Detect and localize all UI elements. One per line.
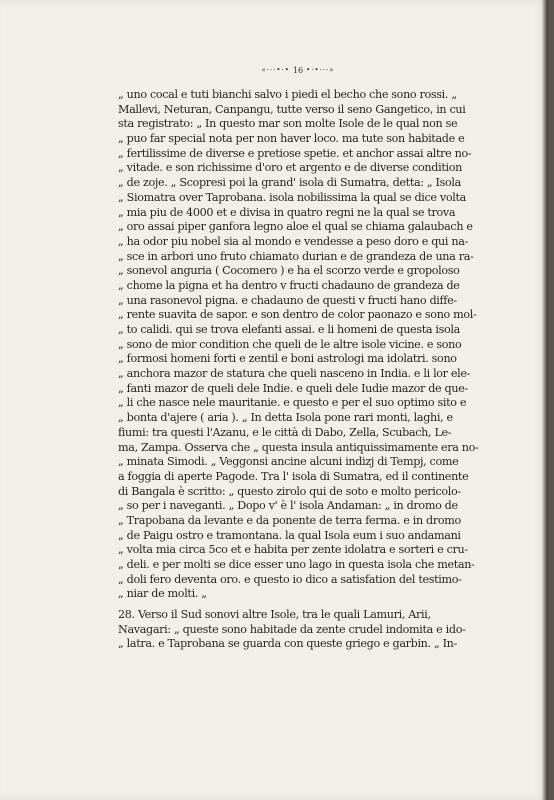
text-line: „ una rasonevol pigna. e chadauno de questi v fructi hano diffe- xyxy=(118,293,457,307)
text-line: „ uno cocal e tuti bianchi salvo i piedi el becho che sono rossi. „ xyxy=(118,88,457,101)
text-line: „ rente suavita de sapor. e son dentro de color paonazo e sono mol- xyxy=(118,308,477,322)
text-line: Mallevi, Neturan, Canpangu, tutte verso il seno Gangetico, in cui xyxy=(118,102,466,116)
text-line: sta registrato: „ In questo mar son molte Isole de le qual non se xyxy=(118,117,458,131)
text-line: di Bangala è scritto: „ questo zirolo qui de soto e molto pericolo- xyxy=(118,484,461,498)
body-text xyxy=(118,88,486,652)
text-line: „ deli. e per molti se dice esser uno lago in questa isola che metan- xyxy=(118,558,475,571)
text-line: „ sce in arbori uno fruto chiamato durian e de grandeza de una ra- xyxy=(118,249,474,263)
text-line: „ fertilissime de diverse e pretiose spetie. et anchor assai altre no- xyxy=(118,146,472,160)
text-line: „ sono de mior condition che queli de le altre isole vicine. e sono xyxy=(118,337,462,351)
text-line: „ ha odor piu nobel sia al mondo e vendesse a peso doro e qui na- xyxy=(118,234,468,248)
running-header xyxy=(258,62,338,78)
text-line: „ Siomatra over Taprobana. isola nobilissima la qual se dice volta xyxy=(118,190,466,204)
text-line: „ fanti mazor de queli dele Indie. e queli dele Iudie mazor de que- xyxy=(118,381,468,395)
text-line: „ puo far special nota per non haver loco. ma tute son habitade e xyxy=(118,132,465,146)
text-line: „ chome la pigna et ha dentro v fructi chadauno de grandeza de xyxy=(118,278,460,292)
text-line: „ so per i naveganti. „ Dopo v' è l' isola Andaman: „ in dromo de xyxy=(118,499,458,513)
text-line: „ latra. e Taprobana se guarda con queste griego e garbin. „ In- xyxy=(118,637,457,651)
text-line: „ mia piu de 4000 et e divisa in quatro regni ne la qual se trova xyxy=(118,205,456,219)
header-ornament-left: «···•·• xyxy=(261,66,290,74)
text-line: „ bonta d'ajere ( aria ). „ In detta Isola pone rari monti, laghi, e xyxy=(118,411,453,425)
text-line: „ Trapobana da levante e da ponente de terra ferma. e in dromo xyxy=(118,513,461,527)
text-line: Navagari: „ queste sono habitade da zente crudel indomita e ido- xyxy=(118,622,466,636)
page-edge-shadow xyxy=(542,0,548,800)
text-line: „ de zoje. „ Scopresi poi la grand' isola di Sumatra, detta: „ Isola xyxy=(118,176,461,190)
text-line: „ formosi homeni forti e zentil e boni astrologi ma idolatri. sono xyxy=(118,352,457,366)
text-line: „ to calidi. qui se trova elefanti assai. e li homeni de questa isola xyxy=(118,323,460,336)
text-line: „ volta mia circa 5co et e habita per zente idolatra e sorteri e cru- xyxy=(118,543,468,557)
text-line: „ de Paigu ostro e tramontana. la qual Isola eum i suo andamani xyxy=(118,528,461,542)
text-line: fiumi: tra questi l'Azanu, e le città di Dabo, Zella, Scubach, Le- xyxy=(118,425,452,439)
text-line: „ niar de molti. „ xyxy=(118,587,207,601)
text-line: „ minata Simodi. „ Veggonsi ancine alcuni indizj di Tempj, come xyxy=(118,455,459,469)
paragraph-28-start: 28. Verso il Sud sonovi altre Isole, tra le quali Lamuri, Arii, xyxy=(118,608,431,622)
text-line: a foggia di aperte Pagode. Tra l' isola di Sumatra, ed il continente xyxy=(118,469,469,483)
text-line: „ sonevol anguria ( Cocomero ) e ha el scorzo verde e gropoloso xyxy=(118,264,460,278)
text-line: „ vitade. e son richissime d'oro et argento e de diverse condition xyxy=(118,161,462,175)
text-line: „ oro assai piper ganfora legno aloe el qual se chiama galaubach e xyxy=(118,220,473,234)
text-line: „ doli fero deventa oro. e questo io dico a satisfation del testimo- xyxy=(118,572,462,586)
text-line: ma, Zampa. Osserva che „ questa insula antiquissimamente era no- xyxy=(118,440,479,454)
page-number: 16 xyxy=(292,65,304,75)
text-line: „ li che nasce nele mauritanie. e questo e per el suo optimo sito e xyxy=(118,396,467,410)
header-ornament-right: •·•···» xyxy=(306,66,335,74)
text-line: „ anchora mazor de statura che queli nasceno in India. e li lor ele- xyxy=(118,367,471,381)
